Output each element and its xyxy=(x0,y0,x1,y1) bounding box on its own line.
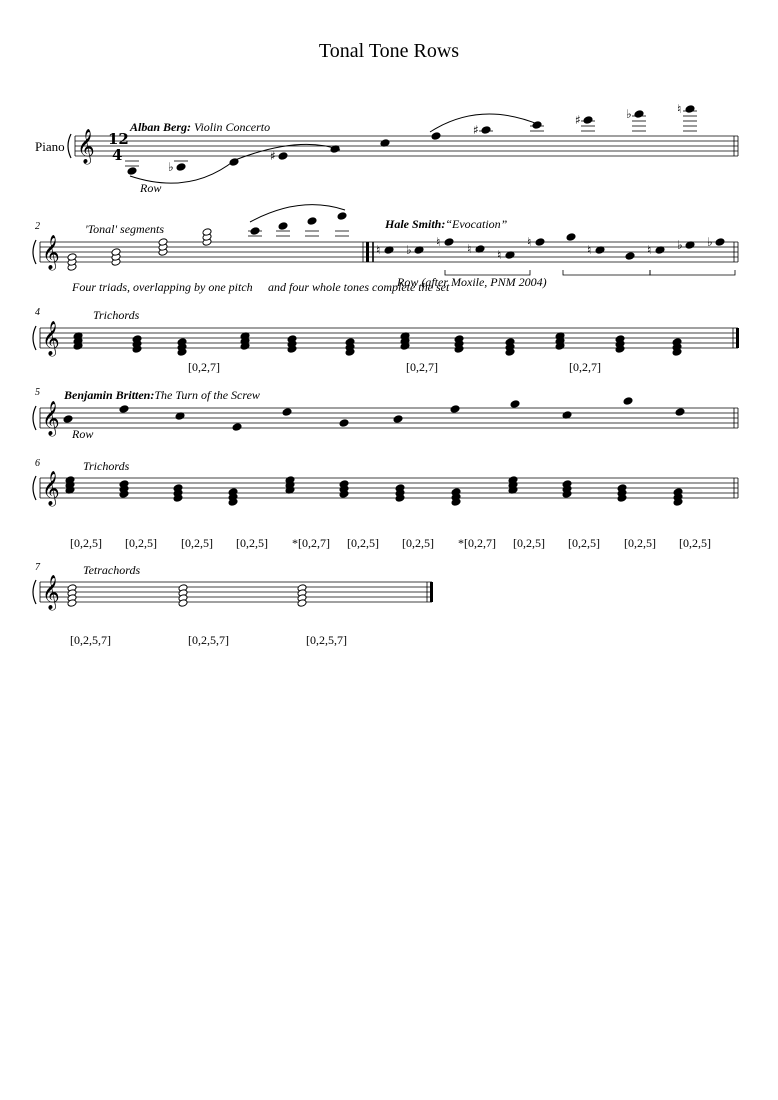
measure-number-5: 5 xyxy=(35,387,40,398)
set-label: [0,2,5,7] xyxy=(188,633,229,647)
notehead xyxy=(337,212,347,221)
slur xyxy=(250,205,345,222)
instrument-name: Piano xyxy=(35,139,65,154)
notehead xyxy=(176,163,186,172)
set-label: [0,2,5,7] xyxy=(306,633,347,647)
set-label: [0,2,5] xyxy=(181,536,213,550)
accidental: ♮ xyxy=(376,243,381,257)
system2-caption-continued: and four whole tones complete the set xyxy=(268,280,450,294)
accidental: ♮ xyxy=(467,242,472,256)
grouping-bracket xyxy=(650,270,735,275)
system1-composer-credit: Alban Berg: Violin Concerto xyxy=(130,120,271,134)
brace xyxy=(33,580,36,604)
set-label: [0,2,7] xyxy=(188,360,220,374)
set-label: [0,2,5] xyxy=(679,536,711,550)
grouping-bracket xyxy=(563,270,650,275)
accidental: ♭ xyxy=(168,160,174,174)
notehead xyxy=(634,110,644,119)
notehead xyxy=(715,238,725,247)
time-signature-top: 12 xyxy=(108,130,129,148)
accidental: ♮ xyxy=(647,243,652,257)
set-label: *[0,2,7] xyxy=(292,536,330,550)
notehead xyxy=(339,419,349,428)
notehead xyxy=(278,222,288,231)
section-barline xyxy=(366,242,369,262)
brace xyxy=(68,134,71,158)
set-label: [0,2,7] xyxy=(406,360,438,374)
accidental: ♯ xyxy=(473,123,479,137)
set-label: [0,2,5,7] xyxy=(70,633,111,647)
accidental: ♮ xyxy=(527,235,532,249)
set-label: [0,2,5] xyxy=(236,536,268,550)
notehead xyxy=(566,233,576,242)
set-label: [0,2,7] xyxy=(569,360,601,374)
measure-number-7: 7 xyxy=(35,562,40,573)
accidental: ♮ xyxy=(587,243,592,257)
system2-caption: Four triads, overlapping by one pitch xyxy=(72,280,253,294)
treble-clef-icon: 𝄞 xyxy=(42,321,60,356)
notehead xyxy=(510,400,520,409)
notehead xyxy=(535,238,545,247)
notehead xyxy=(685,105,695,114)
brace xyxy=(33,476,36,500)
notehead xyxy=(393,415,403,424)
treble-clef-icon: 𝄞 xyxy=(77,129,95,164)
measure-number-2: 2 xyxy=(35,221,40,232)
set-label: [0,2,5] xyxy=(347,536,379,550)
notehead xyxy=(623,397,633,406)
system2-segments-label: 'Tonal' segments xyxy=(85,222,165,236)
notehead xyxy=(481,126,491,135)
brace xyxy=(33,326,36,350)
accidental: ♭ xyxy=(677,238,683,252)
staff-lines xyxy=(33,129,739,611)
system4-row-label: Row xyxy=(72,427,94,441)
set-label: *[0,2,7] xyxy=(458,536,496,550)
time-signature-bottom: 4 xyxy=(112,146,123,164)
accidental: ♭ xyxy=(626,107,632,121)
notehead xyxy=(63,415,73,424)
accidental: ♮ xyxy=(497,248,502,262)
notehead xyxy=(450,405,460,414)
accidental: ♯ xyxy=(270,149,276,163)
notehead xyxy=(307,217,317,226)
set-label: [0,2,5] xyxy=(568,536,600,550)
set-label: [0,2,5] xyxy=(125,536,157,550)
set-label: [0,2,5] xyxy=(624,536,656,550)
accidental: ♮ xyxy=(677,102,682,116)
system4-composer-credit: Benjamin Britten:The Turn of the Screw xyxy=(64,388,260,402)
final-barline xyxy=(430,582,433,602)
system2-row-label: Row (after Moxile, PNM 2004) xyxy=(397,275,547,289)
system3-trichords-label: Trichords xyxy=(93,308,140,322)
system1-row-label: Row xyxy=(140,181,162,195)
notehead xyxy=(127,167,137,176)
brace xyxy=(33,406,36,430)
system2-composer-credit: Hale Smith:“Evocation” xyxy=(385,217,508,231)
accidental: ♯ xyxy=(575,113,581,127)
treble-clef-icon: 𝄞 xyxy=(42,235,60,270)
accidental: ♭ xyxy=(707,235,713,249)
notehead xyxy=(625,252,635,261)
notehead xyxy=(278,152,288,161)
system5-trichords-label: Trichords xyxy=(83,459,130,473)
set-label: [0,2,5] xyxy=(402,536,434,550)
notehead xyxy=(232,423,242,432)
accidental: ♭ xyxy=(406,243,412,257)
brace xyxy=(33,240,36,264)
measure-number-4: 4 xyxy=(35,307,40,318)
treble-clef-icon: 𝄞 xyxy=(42,575,60,610)
measure-number-6: 6 xyxy=(35,458,40,469)
notehead xyxy=(583,116,593,125)
system6-tetrachords-label: Tetrachords xyxy=(83,563,141,577)
final-barline xyxy=(736,328,739,348)
treble-clef-icon: 𝄞 xyxy=(42,401,60,436)
notehead xyxy=(431,132,441,141)
grouping-bracket xyxy=(445,270,530,275)
notehead xyxy=(282,408,292,417)
notehead xyxy=(444,238,454,247)
accidental: ♮ xyxy=(436,235,441,249)
set-label: [0,2,5] xyxy=(513,536,545,550)
score-title: Tonal Tone Rows xyxy=(318,40,460,62)
notation-glyphs xyxy=(63,102,735,607)
notehead xyxy=(119,405,129,414)
treble-clef-icon: 𝄞 xyxy=(42,471,60,506)
notehead xyxy=(675,408,685,417)
set-label: [0,2,5] xyxy=(70,536,102,550)
